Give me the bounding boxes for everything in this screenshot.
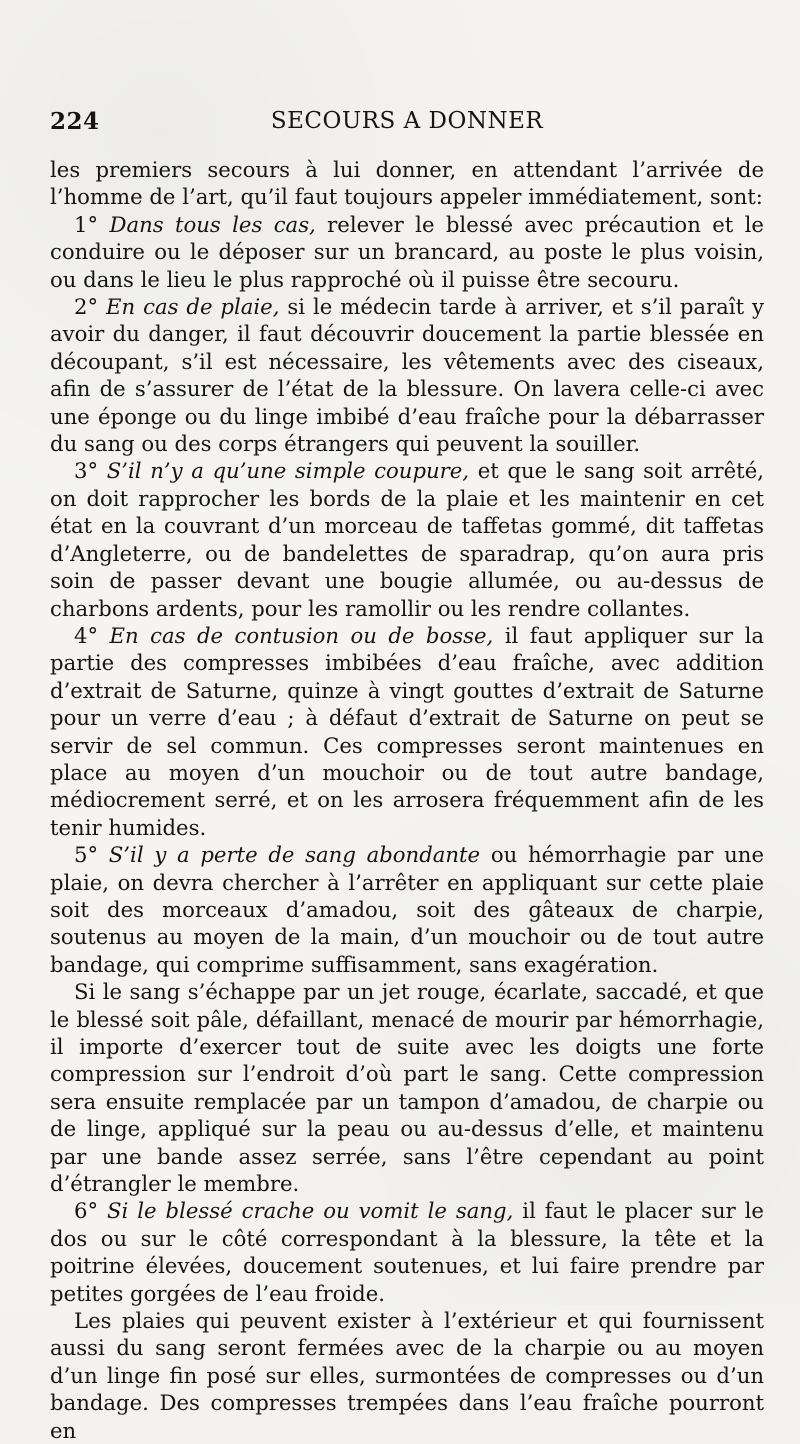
paragraph-text: et que le sang soit arrêté, on doit rapprocher les bords de la plaie et les maintenir en cet état en la couvrant d’un morceau de taffetas gommé, dit taffetas d’Angleterre, ou de bandelettes de sparadrap, qu’on aura pris soin de passer devant une bougie allumée, ou au-dessus de charbons ardents, pour les ramollir ou les rendre collantes.	[50, 458, 764, 621]
paragraph-item-6	[50, 1197, 764, 1307]
running-head: SECOURS A DONNER	[270, 108, 544, 134]
item-lead: S’il n’y a qu’une simple coupure,	[106, 458, 470, 484]
item-number: 6°	[74, 1198, 99, 1224]
item-number: 3°	[74, 458, 99, 484]
paragraph-text: relever le blessé avec précaution et le conduire ou le déposer sur un brancard, au poste le plus voisin, ou dans le lieu le plus rapproché où il puisse être secouru.	[50, 211, 764, 292]
paragraph-item-3	[50, 457, 764, 621]
item-lead: Dans tous les cas,	[109, 211, 316, 237]
item-lead: Si le blessé crache ou vomit le sang,	[107, 1198, 514, 1224]
item-number: 5°	[74, 842, 99, 868]
paragraph-item-1	[50, 211, 764, 293]
paragraph-text: les premiers secours à lui donner, en attendant l’arrivée de l’homme de l’art, qu’il faut toujours appeler immédiatement, sont:	[50, 157, 764, 210]
item-lead: En cas de contusion ou de bosse,	[109, 622, 494, 648]
paragraph-item-2	[50, 293, 764, 457]
paragraph-external-wounds	[50, 1307, 764, 1444]
paragraph-text: il faut le placer sur le dos ou sur le côté correspondant à la blessure, la tête et la poitrine élevées, doucement soutenues, et lui faire prendre par petites gorgées de l’eau froide.	[50, 1198, 764, 1306]
paragraph-intro	[50, 156, 764, 211]
page-number: 224	[50, 108, 100, 135]
page-header	[50, 108, 764, 150]
paragraph-text: Si le sang s’échappe par un jet rouge, écarlate, saccadé, et que le blessé soit pâle, défaillant, menacé de mourir par hémorrhagie, il importe d’exercer tout de suite avec les doigts une forte compression sur l’endroit d’où part le sang. Cette compression sera ensuite remplacée par un tampon d’amadou, de charpie ou de linge, appliqué sur la peau ou au-dessus d’elle, et maintenu par une bande assez serrée, sans l’être cependant au point d’étrangler le membre.	[50, 979, 764, 1197]
page-text	[50, 156, 764, 1444]
paragraph-item-5	[50, 841, 764, 978]
item-number: 4°	[74, 622, 99, 648]
paragraph-hemorrhage	[50, 978, 764, 1197]
item-lead: En cas de plaie,	[106, 294, 280, 320]
paragraph-text: ou hémorrhagie par une plaie, on devra chercher à l’arrêter en appliquant sur cette plaie soit des morceaux d’amadou, soit des gâteaux de charpie, soutenus au moyen de la main, d’un mouchoir ou de tout autre bandage, qui comprime suffisamment, sans exagération.	[50, 842, 764, 977]
item-number: 1°	[74, 211, 99, 237]
paragraph-text: Les plaies qui peuvent exister à l’extérieur et qui fournissent aussi du sang seront fermées avec de la charpie ou au moyen d’un linge fin posé sur elles, surmontées de compresses ou d’un bandage. Des compresses trempées dans l’eau fraîche pourront en	[50, 1308, 764, 1443]
paragraph-item-4	[50, 622, 764, 841]
paragraph-text: si le médecin tarde à arriver, et s’il paraît y avoir du danger, il faut découvrir doucement la partie blessée en découpant, s’il est nécessaire, les vêtements avec des ciseaux, afin de s’assurer de l’état de la blessure. On lavera celle-ci avec une éponge ou du linge imbibé d’eau fraîche pour la débarrasser du sang ou des corps étrangers qui peuvent la souiller.	[50, 294, 765, 457]
item-lead: S’il y a perte de sang abondante	[108, 842, 481, 868]
paragraph-text: il faut appliquer sur la partie des compresses imbibées d’eau fraîche, avec addition d’extrait de Saturne, quinze à vingt gouttes d’extrait de Saturne pour un verre d’eau ; à défaut d’extrait de Saturne on peut se servir de sel commun. Ces compresses seront maintenues en place au moyen d’un mouchoir ou de tout autre bandage, médiocrement serré, et on les arrosera fréquemment afin de les tenir humides.	[50, 622, 764, 840]
item-number: 2°	[74, 294, 99, 320]
